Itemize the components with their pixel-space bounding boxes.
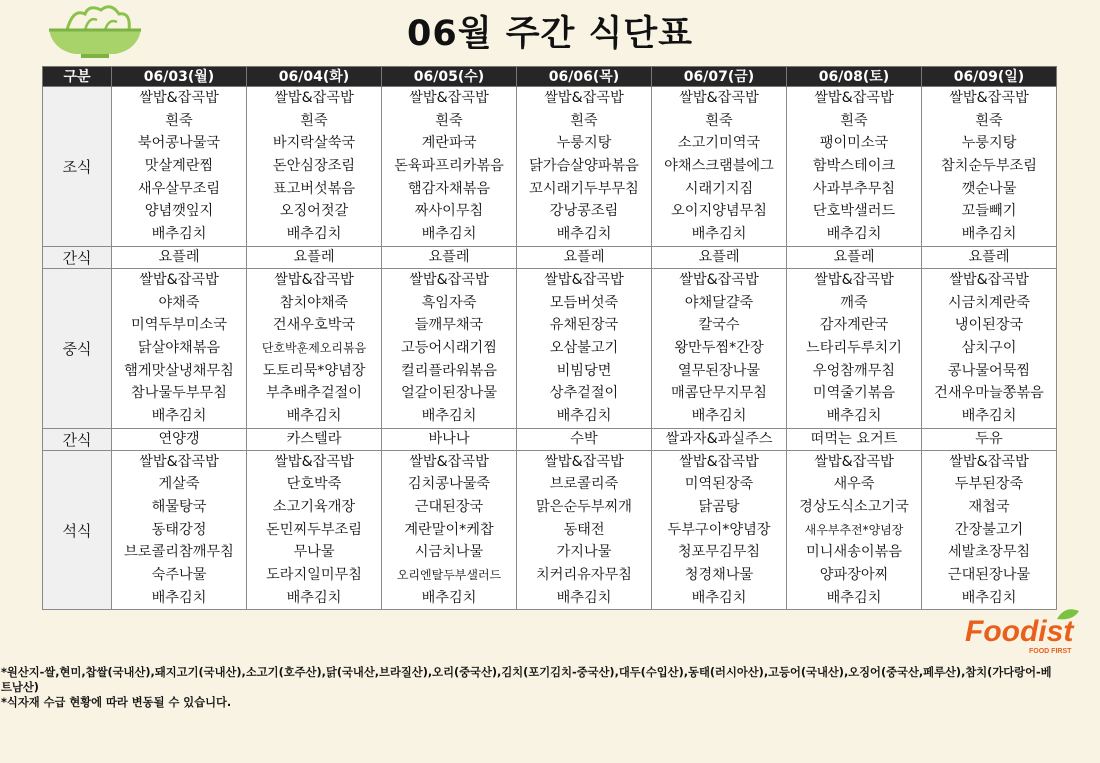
menu-item: 야채죽: [158, 294, 200, 311]
menu-item: 사과부추무침: [812, 180, 896, 197]
day-menu-cell: [787, 87, 922, 247]
menu-item: 참치순두부조림: [941, 158, 1037, 175]
menu-item: 쌀밥&잡곡밥: [814, 453, 894, 470]
menu-item: 햄게맛살냉채무침: [124, 362, 234, 379]
menu-item: 두부된장죽: [954, 476, 1024, 493]
menu-item: 숙주나물: [151, 567, 207, 584]
menu-item: 가지나물: [556, 544, 612, 561]
menu-item: 배추김치: [556, 589, 612, 606]
menu-item: 쌀밥&잡곡밥: [949, 90, 1029, 106]
menu-item: 흑임자죽: [421, 294, 477, 311]
menu-item: 칼국수: [698, 317, 740, 334]
snack-row: [43, 246, 1057, 268]
day-menu-cell: [787, 450, 922, 610]
menu-item: 열무된장나물: [677, 362, 761, 379]
menu-item: 함박스테이크: [812, 158, 896, 175]
menu-item: 오삼불고기: [549, 339, 619, 356]
menu-item: 배추김치: [826, 226, 882, 243]
menu-item: 닭살야채볶음: [137, 339, 221, 356]
section-label: 중식: [43, 268, 112, 428]
day-menu-cell: [517, 87, 652, 247]
menu-item: 우엉참깨무침: [812, 362, 896, 379]
menu-item: 계란말이*케찹: [404, 521, 494, 538]
menu-item: 소고기육개장: [272, 499, 356, 515]
day-menu-cell: [247, 450, 382, 610]
menu-item: 두부구이*양념장: [667, 521, 771, 538]
day-menu-cell: 요플레: [922, 246, 1057, 268]
menu-item: 흰죽: [840, 112, 868, 129]
menu-item: 단호박훈제오리볶음: [261, 340, 367, 355]
menu-item: 야채스크램블에그: [664, 158, 774, 175]
foodist-logo: [965, 607, 1090, 657]
menu-item: 깻순나물: [961, 180, 1017, 197]
day-menu-cell: [787, 268, 922, 428]
header-day: 06/09(일): [922, 67, 1057, 87]
menu-item: 깨죽: [840, 294, 868, 311]
menu-item: 매콤단무지무침: [671, 385, 767, 402]
menu-item: 근대된장국: [414, 499, 484, 515]
menu-item: 쌀밥&잡곡밥: [814, 90, 894, 106]
menu-item: 유채된장국: [549, 317, 619, 334]
menu-item: 배추김치: [961, 226, 1017, 243]
menu-item: 건새우마늘쫑볶음: [934, 385, 1044, 402]
menu-item: 배추김치: [151, 407, 207, 424]
menu-item: 돈민찌두부조림: [266, 521, 362, 538]
menu-item: 김치콩나물죽: [407, 476, 491, 493]
day-menu-cell: 수박: [517, 428, 652, 450]
menu-item: 쌀밥&잡곡밥: [139, 90, 219, 106]
menu-item: 흰죽: [570, 112, 598, 129]
menu-item: 새우죽: [833, 476, 875, 493]
menu-item: 쌀밥&잡곡밥: [409, 271, 489, 288]
menu-item: 배추김치: [286, 226, 342, 243]
header-day: 06/06(목): [517, 67, 652, 87]
menu-item: 모듬버섯죽: [549, 294, 619, 311]
day-menu-cell: 요플레: [517, 246, 652, 268]
menu-item: 배추김치: [556, 407, 612, 424]
menu-item: 흰죽: [300, 112, 328, 129]
page-title: 06월 주간 식단표: [407, 14, 693, 54]
day-menu-cell: 요플레: [382, 246, 517, 268]
menu-item: 미니새송이볶음: [806, 544, 902, 561]
menu-item: 배추김치: [691, 407, 747, 424]
menu-item: 오이지양념무침: [671, 203, 767, 220]
menu-item: 쌀밥&잡곡밥: [679, 271, 759, 288]
menu-item: 청포무김무침: [677, 544, 761, 561]
menu-item: 배추김치: [961, 407, 1017, 424]
menu-item: 비빔당면: [556, 362, 612, 379]
section-label: 간식: [43, 428, 112, 450]
menu-item: 짜사이무침: [414, 203, 484, 220]
menu-item: 근대된장나물: [947, 567, 1031, 584]
menu-item: 도토리묵*양념장: [262, 362, 366, 379]
day-menu-cell: [112, 268, 247, 428]
menu-item: 부추배추겉절이: [266, 385, 362, 402]
day-menu-cell: 요플레: [787, 246, 922, 268]
menu-item: 흰죽: [435, 112, 463, 129]
menu-item: 미역된장죽: [684, 476, 754, 493]
day-menu-cell: 요플레: [112, 246, 247, 268]
menu-item: 강낭콩조림: [549, 203, 619, 220]
menu-item: 무나물: [293, 544, 335, 561]
day-menu-cell: 요플레: [652, 246, 787, 268]
menu-item: 단호박샐러드: [812, 203, 896, 220]
menu-item: 누룽지탕: [961, 135, 1017, 152]
menu-item: 미역두부미소국: [131, 317, 227, 334]
menu-item: 흰죽: [975, 112, 1003, 129]
menu-item: 팽이미소국: [819, 135, 889, 152]
day-menu-cell: [247, 87, 382, 247]
menu-item: 흰죽: [165, 112, 193, 129]
menu-item: 감자계란국: [819, 317, 889, 334]
change-note: *식자재 수급 현황에 따라 변동될 수 있습니다.: [1, 696, 232, 709]
day-menu-cell: [652, 450, 787, 610]
menu-item: 들깨무채국: [414, 317, 484, 334]
menu-item: 야채달걀죽: [684, 294, 754, 311]
menu-item: 세발초장무침: [947, 544, 1031, 561]
menu-item: 오징어젓갈: [279, 203, 349, 220]
day-menu-cell: 쌀과자&과실주스: [652, 428, 787, 450]
day-menu-cell: [382, 450, 517, 610]
day-menu-cell: [652, 268, 787, 428]
menu-item: 누룽지탕: [556, 135, 612, 152]
menu-item: 고등어시래기찜: [401, 339, 497, 356]
menu-item: 청경채나물: [684, 567, 754, 584]
menu-item: 양념깻잎지: [144, 203, 214, 220]
menu-item: 간장불고기: [954, 521, 1024, 538]
menu-item: 경상도식소고기국: [799, 499, 909, 515]
menu-item: 배추김치: [421, 226, 477, 243]
menu-item: 시래기지짐: [684, 180, 754, 197]
menu-item: 쌀밥&잡곡밥: [409, 90, 489, 106]
day-menu-cell: [112, 87, 247, 247]
day-menu-cell: [112, 450, 247, 610]
menu-item: 쌀밥&잡곡밥: [274, 453, 354, 470]
section-label: 석식: [43, 450, 112, 610]
menu-item: 동태강정: [151, 521, 207, 538]
menu-item: 삼치구이: [961, 339, 1017, 356]
menu-item: 미역줄기볶음: [812, 385, 896, 402]
menu-item: 쌀밥&잡곡밥: [949, 453, 1029, 470]
header-day: 06/08(토): [787, 67, 922, 87]
menu-item: 꼬들빼기: [961, 203, 1017, 220]
day-menu-cell: [922, 87, 1057, 247]
menu-item: 소고기미역국: [677, 135, 761, 152]
menu-item: 쌀밥&잡곡밥: [409, 453, 489, 470]
header-category: 구분: [43, 67, 112, 87]
svg-text:Foodist: Foodist: [965, 615, 1074, 648]
menu-item: 돈육파프리카볶음: [394, 158, 504, 175]
menu-item: 배추김치: [421, 407, 477, 424]
menu-item: 배추김치: [151, 226, 207, 243]
menu-item: 새우살무조림: [137, 180, 221, 197]
menu-item: 도라지일미무침: [266, 567, 362, 584]
menu-item: 시금치나물: [414, 544, 484, 561]
menu-item: 참치야채죽: [279, 294, 349, 311]
menu-item: 쌀밥&잡곡밥: [544, 90, 624, 106]
menu-item: 쌀밥&잡곡밥: [544, 271, 624, 288]
meal-table: [42, 66, 1057, 610]
header-day: 06/05(수): [382, 67, 517, 87]
menu-item: 배추김치: [286, 407, 342, 424]
menu-item: 배추김치: [556, 226, 612, 243]
menu-item: 꼬시래기두부무침: [529, 180, 639, 197]
menu-item: 배추김치: [826, 407, 882, 424]
menu-item: 쌀밥&잡곡밥: [679, 453, 759, 470]
menu-item: 배추김치: [151, 589, 207, 606]
menu-item: 배추김치: [691, 589, 747, 606]
menu-item: 돈안심장조림: [272, 158, 356, 175]
meal-row: [43, 268, 1057, 428]
menu-item: 계란파국: [421, 135, 477, 152]
menu-item: 냉이된장국: [954, 317, 1024, 334]
menu-item: 재첩국: [968, 499, 1010, 515]
notes: [1, 665, 1061, 710]
menu-item: 쌀밥&잡곡밥: [139, 271, 219, 288]
menu-item: 동태전: [563, 521, 605, 538]
day-menu-cell: [517, 268, 652, 428]
menu-item: 단호박죽: [286, 476, 342, 493]
header-day: 06/03(월): [112, 67, 247, 87]
menu-item: 양파장아찌: [819, 567, 889, 584]
menu-item: 시금치계란죽: [947, 294, 1031, 311]
day-menu-cell: [922, 268, 1057, 428]
menu-item: 배추김치: [286, 589, 342, 606]
menu-item: 얼갈이된장나물: [401, 385, 497, 402]
menu-item: 맑은순두부찌개: [536, 499, 632, 515]
menu-item: 배추김치: [826, 589, 882, 606]
menu-item: 콩나물어묵찜: [947, 362, 1031, 379]
menu-item: 닭가슴살양파볶음: [529, 158, 639, 175]
header-day: 06/04(화): [247, 67, 382, 87]
menu-item: 쌀밥&잡곡밥: [544, 453, 624, 470]
menu-item: 느타리두루치기: [806, 339, 902, 356]
day-menu-cell: 카스텔라: [247, 428, 382, 450]
menu-item: 쌀밥&잡곡밥: [949, 271, 1029, 288]
menu-item: 햄감자채볶음: [407, 180, 491, 197]
menu-item: 배추김치: [421, 589, 477, 606]
menu-item: 오리엔탈두부샐러드: [396, 568, 502, 583]
menu-item: 닭곰탕: [698, 499, 740, 515]
day-menu-cell: [922, 450, 1057, 610]
menu-item: 새우부추전*양념장: [804, 522, 904, 537]
menu-item: 컬리플라워볶음: [401, 362, 497, 379]
header-day: 06/07(금): [652, 67, 787, 87]
menu-item: 건새우호박국: [272, 317, 356, 334]
menu-item: 맛살계란찜: [144, 158, 214, 175]
menu-item: 쌀밥&잡곡밥: [679, 90, 759, 106]
section-label: 간식: [43, 246, 112, 268]
menu-item: 브로콜리죽: [549, 476, 619, 493]
day-menu-cell: 바나나: [382, 428, 517, 450]
day-menu-cell: 떠먹는 요거트: [787, 428, 922, 450]
menu-item: 치커리유자무침: [536, 567, 632, 584]
menu-item: 참나물두부무침: [131, 385, 227, 402]
menu-item: 왕만두찜*간장: [674, 339, 764, 356]
day-menu-cell: [517, 450, 652, 610]
day-menu-cell: [382, 87, 517, 247]
day-menu-cell: [652, 87, 787, 247]
menu-item: 배추김치: [961, 589, 1017, 606]
menu-item: 브로콜리참깨무침: [124, 544, 234, 561]
svg-text:FOOD FIRST: FOOD FIRST: [1029, 648, 1072, 655]
day-menu-cell: 요플레: [247, 246, 382, 268]
menu-item: 북어콩나물국: [137, 135, 221, 152]
day-menu-cell: 두유: [922, 428, 1057, 450]
menu-item: 해물탕국: [151, 499, 207, 515]
meal-row: [43, 87, 1057, 247]
menu-item: 상추겉절이: [549, 385, 619, 402]
menu-item: 흰죽: [705, 112, 733, 129]
section-label: 조식: [43, 87, 112, 247]
menu-item: 표고버섯볶음: [272, 180, 356, 197]
menu-item: 게살죽: [158, 476, 200, 493]
menu-item: 쌀밥&잡곡밥: [814, 271, 894, 288]
day-menu-cell: [382, 268, 517, 428]
menu-item: 쌀밥&잡곡밥: [274, 271, 354, 288]
day-menu-cell: [247, 268, 382, 428]
menu-item: 배추김치: [691, 226, 747, 243]
menu-item: 쌀밥&잡곡밥: [274, 90, 354, 106]
meal-row: [43, 450, 1057, 610]
menu-item: 쌀밥&잡곡밥: [139, 453, 219, 470]
menu-item: 바지락살쑥국: [272, 135, 356, 152]
day-menu-cell: 연양갱: [112, 428, 247, 450]
table-header-row: [43, 67, 1057, 87]
origin-note: *원산지-쌀,현미,찹쌀(국내산),돼지고기(국내산),소고기(호주산),닭(국내산,브라질산),오리(중국산),김치(포기김치-중국산),대두(수입산),동태(러시아산),고등어(국내산),오징어(중국산,페루산),참치(가다랑어-베트남산): [1, 666, 1052, 694]
snack-row: [43, 428, 1057, 450]
